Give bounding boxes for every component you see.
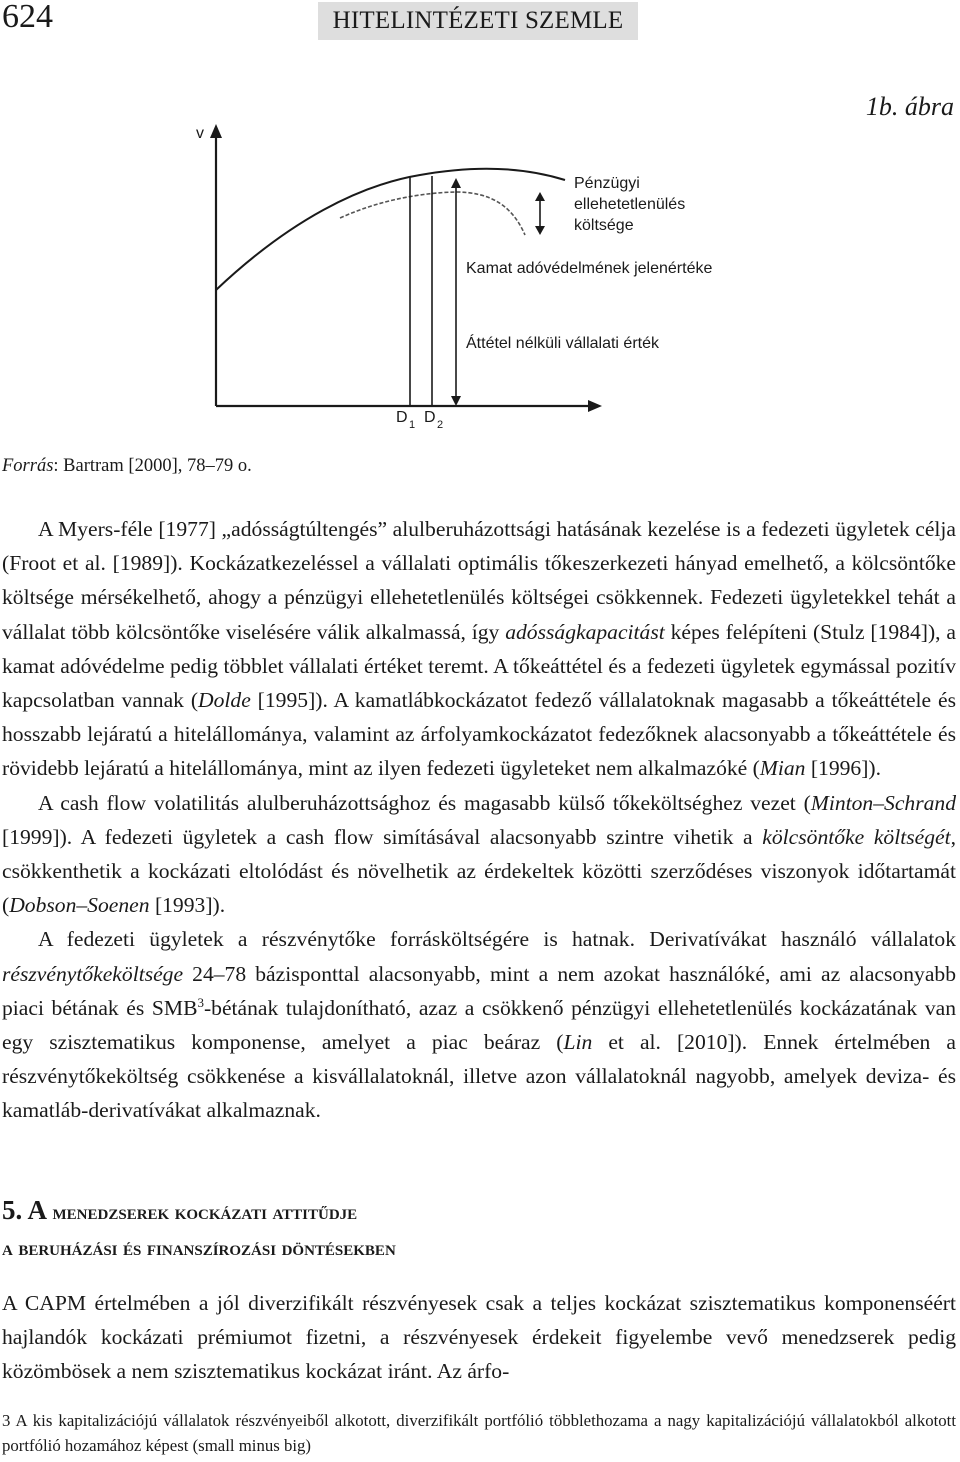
d1-label: D (396, 409, 408, 426)
source-text: : Bartram [2000], 78–79 o. (53, 456, 252, 476)
d2-label: D (424, 409, 436, 426)
distress-cost-label-line1: Pénzügyi (574, 175, 640, 192)
p1-italic-mian: Mian (759, 756, 806, 781)
section-paragraph-1: A CAPM értelmében a jól diverzifikált részvényesek csak a teljes kockázat szisztematikus komponenséért hajlandók kockázati prémiumot fizetni, a részvényesek érdekeit figyelembe vevő menedzserek pedig közömbösek a nem szisztematikus kockázat iránt. Az árfo- (2, 1291, 956, 1384)
d1-label-subscript: 1 (409, 419, 416, 431)
journal-title-header: HITELINTÉZETI SZEMLE (318, 2, 638, 40)
p3-text-f: et al. [2010]). Ennek értelmében a részvénytőkeköltség csökkenése a kisvállalatoknál, illetve azon vállalatoknál nagyobb, amelyek deviza- és kamatláb-derivatívákat alkalmaznak. (2, 1030, 956, 1123)
p1-text-e: [1995]). A kamatlábkockázatot fedező vállalatoknak magasabb a tőkeáttétele és hosszabb lejáratú a hitelállománya, valamint az árfolyamkockázatot fedezőknek alacsonyabb a tőkeáttétele és rövidebb lejáratú a hitelállománya, mint az ilyen fedezeti ügyleteket nem alkalmazóké ( (2, 688, 957, 781)
p1-italic-debt-capacity: adósságkapacitást (505, 619, 665, 644)
footnote-paragraph (2, 1408, 956, 1458)
section-5-heading (2, 1192, 942, 1266)
p1-text-a: A Myers-féle [1977] „adósságtúltengés” alulberuházottsági hatásának kezelése is a fedezeti ügyletek célja (Froot et al. [1989]). Kockázatkezeléssel a vállalati optimális tőkeszerkezeti hányad emelhető, a kölcsöntőke költsége mérsékelhető, ahogy a pénzügyi ellehetetlenülés költségei csökkennek. Fedezeti ügyletekkel tehát a vállalat több kölcsöntőke viselésére válik alkalmassá, így (2, 517, 956, 644)
distress-cost-label-line3: költsége (574, 217, 634, 234)
section-heading-line1 (2, 1192, 942, 1230)
p2-text-e: , csökkenthetik a kockázati eltolódást és növelhetik az érdekeltek közötti szerződéses viszonyok időtartamát ( (2, 824, 957, 918)
p3-italic-lin: Lin (563, 1030, 593, 1055)
main-body-text (2, 512, 956, 1128)
d2-label-subscript: 2 (437, 419, 444, 431)
p1-text-g: [1996]). (805, 756, 882, 781)
y-axis-label: v (196, 125, 204, 142)
footnote-ref-3: 3 (197, 994, 204, 1010)
p1-italic-dolde: Dolde (198, 688, 251, 713)
section-title-line2: a beruházási és finanszírozási döntésekben (2, 1235, 396, 1260)
source-label: Forrás (2, 456, 54, 476)
p2-text-c: [1999]). A fedezeti ügyletek a cash flow simításával alacsonyabb szintre vihetik a (2, 824, 763, 849)
paragraph-3 (2, 922, 956, 1127)
p2-text-a: A cash flow volatilitás alulberuházottsághoz és magasabb külső tőkeköltséghez vezet ( (38, 790, 811, 815)
p2-italic-minton-schrand: Minton–Schrand (810, 790, 956, 815)
p2-italic-dobson-soenen: Dobson–Soenen (9, 893, 150, 918)
section-title-line1: menedzserek kockázati attitűdje (47, 1199, 358, 1224)
distress-cost-label-line2: ellehetetlenülés (574, 196, 686, 213)
footnote-text: A kis kapitalizációjú vállalatok részvényeiből alkotott, diverzifikált portfólió többlethozama a nagy kapitalizációjú vállalatokból alkotott portfólió hozamához képest (small minus big) (2, 1411, 956, 1455)
page-number: 624 (2, 0, 53, 35)
p2-text-g: [1993]). (149, 893, 226, 918)
p2-italic-cost-of-debt: kölcsöntőke költségét (762, 824, 951, 849)
footnote-3 (2, 1408, 956, 1458)
p3-italic-cost-of-equity: részvénytőkeköltsége (2, 961, 184, 986)
section-number: 5. (2, 1195, 28, 1225)
y-axis-arrowhead (210, 124, 222, 138)
figure-source (2, 456, 252, 477)
paragraph-2 (2, 786, 956, 923)
figure-1b-diagram (0, 0, 960, 450)
paragraph-1 (2, 512, 956, 786)
figure-label: 1b. ábra (865, 92, 954, 121)
x-axis-arrowhead (588, 400, 602, 412)
unlevered-value-label: Áttétel nélküli vállalati érték (466, 335, 659, 352)
p3-text-a: A fedezeti ügyletek a részvénytőke forrásköltségére is hatnak. Derivatívákat használó vállalatok (38, 927, 956, 952)
p1-text-c: képes felépíteni (Stulz [1984]), a kamat adóvédelme pedig többlet vállalati értéket teremt. A tőkeáttétel és a fedezeti ügyletek egymással pozitív kapcsolatban vannak ( (2, 619, 956, 713)
section-5-body (2, 1286, 956, 1389)
p3-text-c: 24–78 bázisponttal alacsonyabb, mint a nem azokat használóké, ami az alacsonyabb piaci bétának és SMB (2, 961, 956, 1020)
section-title-first-letter: A (27, 1195, 48, 1225)
tax-shield-label: Kamat adóvédelmének jelenértéke (466, 260, 713, 277)
footnote-number: 3 (2, 1411, 11, 1430)
p3-text-d: -bétának tulajdonítható, azaz a csökkenő pénzügyi ellehetetlenülés kockázatának van egy szisztematikus komponense, amelyet a piac beáraz ( (2, 995, 956, 1055)
